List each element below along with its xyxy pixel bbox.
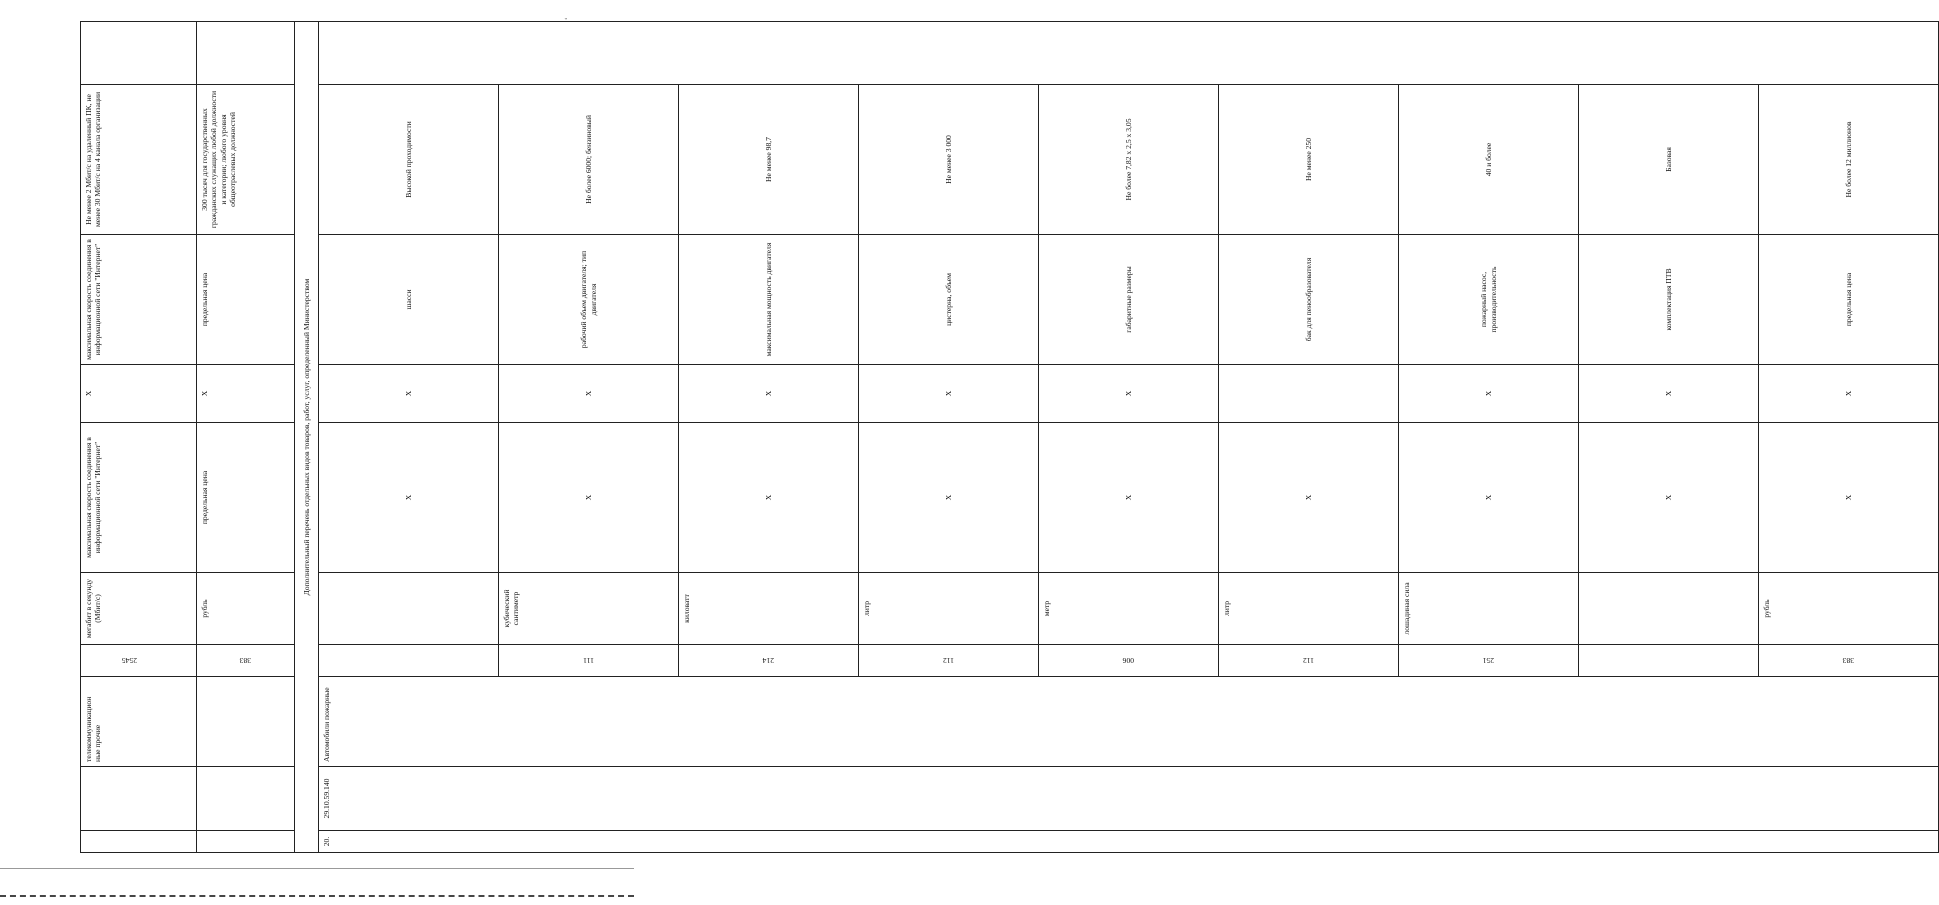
cell-mandatory: X <box>319 423 499 573</box>
cell-okei <box>197 645 295 677</box>
okei-value: 112 <box>1302 656 1315 666</box>
cell-unit: метр <box>1039 573 1219 645</box>
cell-code <box>197 767 295 831</box>
cell-value: X <box>1399 365 1579 423</box>
cell-req: Не менее 98,7 <box>679 85 859 235</box>
okei-value: 2545 <box>121 656 138 666</box>
section-header: Дополнительный перечень отдельных видов товаров, работ, услуг, определенный Министерством <box>295 22 319 853</box>
cell-req: Не более 12 миллионов <box>1759 85 1939 235</box>
cell-okei <box>81 645 197 677</box>
cell-char: предельная цена <box>1759 235 1939 365</box>
cell-req: Не менее 250 <box>1219 85 1399 235</box>
okei-value: 112 <box>942 656 955 666</box>
requirements-table <box>80 21 1939 853</box>
cell-code <box>81 767 197 831</box>
cell-okei <box>1399 645 1579 677</box>
corner-mark: " . <box>564 18 570 24</box>
cell-okei <box>679 645 859 677</box>
cell-mandatory: X <box>1399 423 1579 573</box>
cell-char: шасси <box>319 235 499 365</box>
table-row <box>197 22 295 853</box>
cell-justification <box>319 22 1939 85</box>
cell-value-extra: Не менее 2 Мбит/с на удаленный ПК, не менее 30 Мбит/с на 4 канала организации <box>81 85 197 235</box>
cell-name: телекоммуникацион ные прочие <box>81 677 197 767</box>
okei-value: 111 <box>583 656 594 666</box>
cell-unit: лошадиная сила <box>1399 573 1579 645</box>
cell-value: X <box>499 365 679 423</box>
cell-mandatory: X <box>1039 423 1219 573</box>
cell-unit: кубический сантиметр <box>499 573 679 645</box>
okei-value: 214 <box>762 656 775 666</box>
okei-value: 006 <box>1122 656 1135 666</box>
cell-char-mandatory: предельная цена <box>197 423 295 573</box>
cell-okei <box>1579 645 1759 677</box>
okei-value: 383 <box>1842 656 1855 666</box>
okei-value: 251 <box>1482 656 1495 666</box>
cell-unit: рубль <box>197 573 295 645</box>
cell-char: максимальная мощность двигателя <box>679 235 859 365</box>
cell-okei <box>499 645 679 677</box>
cell-unit: киловатт <box>679 573 859 645</box>
cell-char: комплектация ПТВ <box>1579 235 1759 365</box>
cell-unit <box>1579 573 1759 645</box>
cell-value: X <box>1759 365 1939 423</box>
table-row <box>81 22 197 853</box>
table-row <box>319 22 499 853</box>
cell-req: 40 и более <box>1399 85 1579 235</box>
cell-value: X <box>1039 365 1219 423</box>
cell-char: пожарный насос, производительность <box>1399 235 1579 365</box>
cell-mandatory: X <box>1579 423 1759 573</box>
cell-char: габаритные размеры <box>1039 235 1219 365</box>
cell-req: Не более 7,82 х 2,5 х 3,05 <box>1039 85 1219 235</box>
section-header-row <box>295 22 319 853</box>
cell-value-mandatory: X <box>197 365 295 423</box>
cell-code: 29.10.59.140 <box>319 767 1939 831</box>
cell-char: бак для пенообразователя <box>1219 235 1399 365</box>
cell-unit: литр <box>859 573 1039 645</box>
cell-unit: мегабит в секунду (Мбит/с) <box>81 573 197 645</box>
cell-char: рабочий объем двигателя; тип двигателя <box>499 235 679 365</box>
cell-value: X <box>319 365 499 423</box>
cell-okei <box>1039 645 1219 677</box>
cell-num: 20. <box>319 831 1939 853</box>
cell-char: цистерна, объем <box>859 235 1039 365</box>
cell-unit <box>319 573 499 645</box>
cell-okei <box>1759 645 1939 677</box>
cell-value-mandatory: X <box>81 365 197 423</box>
cell-okei <box>1219 645 1399 677</box>
scan-line <box>0 868 634 869</box>
cell-justification <box>197 22 295 85</box>
cell-char-extra: максимальная скорость соединения в информационной сети "Интернет" <box>81 235 197 365</box>
cell-req: Высокой проходимости <box>319 85 499 235</box>
cell-okei <box>859 645 1039 677</box>
cell-char-mandatory: максимальная скорость соединения в информационной сети "Интернет" <box>81 423 197 573</box>
cell-mandatory: X <box>679 423 859 573</box>
cell-name: Автомобили пожарные <box>319 677 1939 767</box>
cell-mandatory: X <box>859 423 1039 573</box>
rotated-table-sheet <box>80 22 1855 853</box>
cell-name <box>197 677 295 767</box>
cell-unit: рубль <box>1759 573 1939 645</box>
cell-mandatory: X <box>499 423 679 573</box>
cell-char-extra: предельная цена <box>197 235 295 365</box>
cell-value: X <box>1579 365 1759 423</box>
cell-num <box>81 831 197 853</box>
cell-value: X <box>679 365 859 423</box>
scan-edge-dashes <box>0 895 634 899</box>
cell-value-extra: 300 тысяч для государственных гражданских служащих любой должности и категории; любого уровня общеотраслевых должностей <box>197 85 295 235</box>
cell-req: Не более 6000; бензиновый <box>499 85 679 235</box>
cell-unit: литр <box>1219 573 1399 645</box>
cell-value <box>1219 365 1399 423</box>
cell-mandatory: X <box>1759 423 1939 573</box>
cell-justification <box>81 22 197 85</box>
cell-mandatory: X <box>1219 423 1399 573</box>
okei-value: 383 <box>239 656 252 666</box>
cell-value: X <box>859 365 1039 423</box>
cell-okei <box>319 645 499 677</box>
cell-req: Не менее 3 000 <box>859 85 1039 235</box>
cell-num <box>197 831 295 853</box>
cell-req: Базовая <box>1579 85 1759 235</box>
